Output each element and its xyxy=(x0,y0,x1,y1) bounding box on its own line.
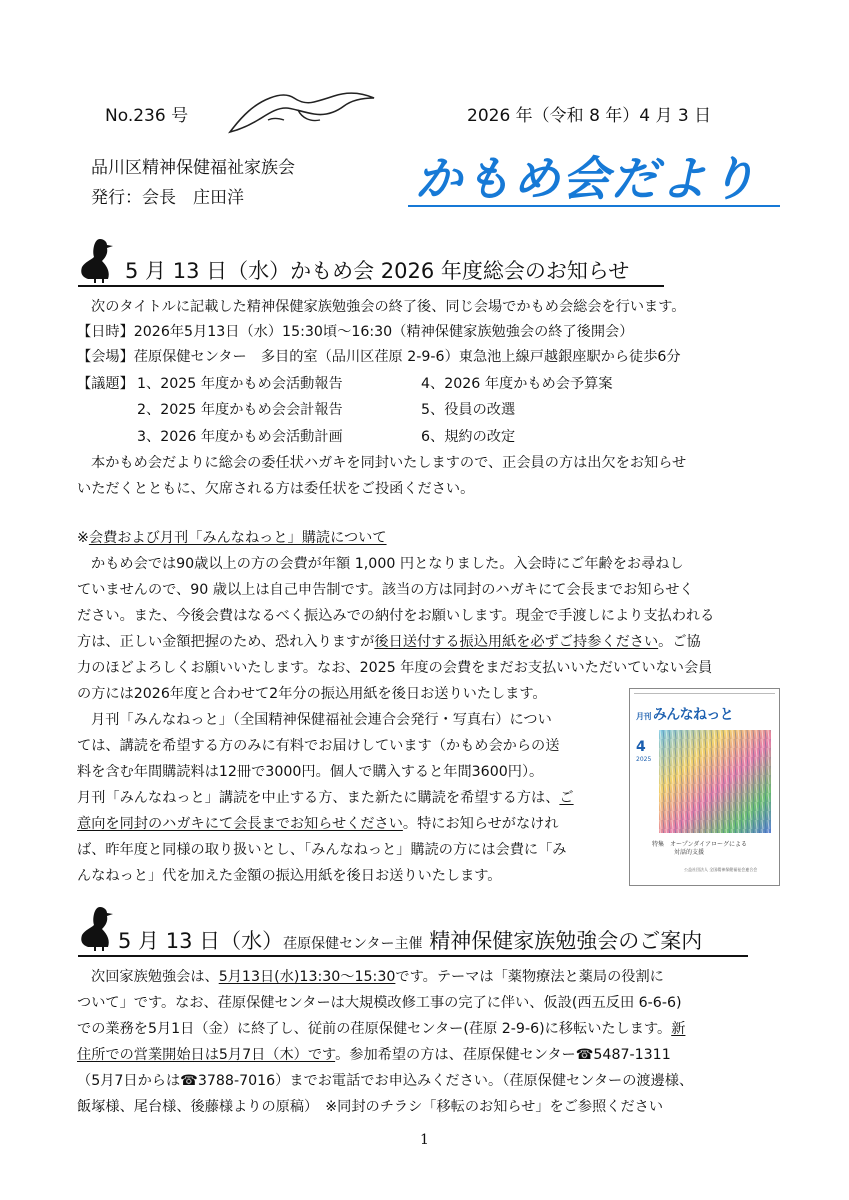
issue-date: 2026 年（令和 8 年）4 月 3 日 xyxy=(467,106,712,126)
bird-silhouette-icon xyxy=(78,237,116,283)
page-number: 1 xyxy=(420,1132,429,1148)
cover-issue-year: 2025 xyxy=(636,756,652,763)
bird-silhouette-icon xyxy=(78,905,116,951)
issue-number: No.236 号 xyxy=(105,106,189,126)
magazine-paragraph: 意向を同封のハガキにて会長までお知らせください。特にお知らせがなけれ xyxy=(77,816,559,832)
meeting-datetime: 【日時】2026年5月13日（水）15:30頃～16:30（精神保健家族勉強会の終了後開会） xyxy=(77,324,634,340)
cover-publisher: 公益社団法人 全国精神保健福祉会連合会 xyxy=(684,867,758,872)
fees-paragraph: かもめ会では90歳以上の方の会費が年額 1,000 円となりました。入会時にご年齢をお尋ねし xyxy=(91,556,684,572)
meeting-intro: 次のタイトルに記載した精神保健家族勉強会の終了後、同じ会場でかもめ会総会を行います。 xyxy=(91,299,686,315)
publisher: 発行：会長 庄田洋 xyxy=(91,188,244,208)
agenda-item: 6、規約の改定 xyxy=(421,429,516,445)
agenda-item: 4、2026 年度かもめ会予算案 xyxy=(421,376,613,392)
fees-paragraph: 方は、正しい金額把握のため、恐れ入りますが後日送付する振込用紙を必ずご持参ください。ご協 xyxy=(77,634,701,650)
study-paragraph: 飯塚様、尾台様、後藤様よりの原稿） ※同封のチラシ「移転のお知らせ」をご参照ください xyxy=(77,1099,664,1115)
magazine-paragraph: 月刊「みんなねっと」講読を中止する方、また新たに購読を希望する方は、ご xyxy=(77,790,574,806)
title-underline xyxy=(408,205,780,207)
cover-rule xyxy=(634,693,775,694)
fees-paragraph: の方には2026年度と合わせて2年分の振込用紙を後日お送りいたします。 xyxy=(77,686,547,702)
fees-heading: ※会費および月刊「みんなねっと」購読について xyxy=(77,530,387,546)
cover-title: 月刊 みんなねっと xyxy=(636,707,734,723)
study-paragraph: （5月7日からは☎3788-7016）までお電話でお申込みください。（荏原保健センターの渡邊様、 xyxy=(77,1073,694,1089)
proxy-note: いただくとともに、欠席される方は委任状をご投函ください。 xyxy=(77,481,475,497)
cover-artwork xyxy=(659,730,771,833)
agenda-label: 【議題】 xyxy=(77,376,134,392)
meeting-venue: 【会場】荏原保健センター 多目的室（品川区荏原 2-9-6）東急池上線戸越銀座駅から徒歩6分 xyxy=(77,349,681,365)
cover-feature: 対話的支援 xyxy=(674,849,705,856)
fees-paragraph: ていませんので、90 歳以上は自己申告制です。該当の方は同封のハガキにて会長までお知らせく xyxy=(77,582,694,598)
cover-issue-month: 4 xyxy=(636,739,646,755)
magazine-cover-image xyxy=(629,688,780,886)
study-paragraph: ついて」です。なお、荏原保健センターは大規模改修工事の完了に伴い、仮設(西五反田 6-6-6) xyxy=(77,995,682,1011)
section-divider xyxy=(78,285,664,287)
magazine-paragraph: ば、昨年度と同様の取り扱いとし、「みんなねっと」購読の方には会費に「み xyxy=(77,842,567,858)
agenda-item: 5、役員の改選 xyxy=(421,402,516,418)
organization-name: 品川区精神保健福祉家族会 xyxy=(91,158,295,178)
newsletter-title: かもめ会だより xyxy=(415,152,758,207)
agenda-item: 2、2025 年度かもめ会会計報告 xyxy=(137,402,343,418)
study-paragraph: での業務を5月1日（金）に終了し、従前の荏原保健センター(荏原 2-9-6)に移転いたします。新 xyxy=(77,1021,686,1037)
section-title-general-meeting: 5 月 13 日（水）かもめ会 2026 年度総会のお知らせ xyxy=(125,259,630,283)
fees-paragraph: ださい。また、今後会費はなるべく振込みでの納付をお願いします。現金で手渡しにより支払われる xyxy=(77,608,715,624)
seagull-icon xyxy=(228,84,378,136)
study-paragraph: 住所での営業開始日は5月7日（木）です。参加希望の方は、荏原保健センター☎5487-1311 xyxy=(77,1047,671,1063)
magazine-paragraph: 料を含む年間購読料は12冊で3000円。個人で購入すると年間3600円）。 xyxy=(77,764,544,780)
agenda-item: 3、2026 年度かもめ会活動計画 xyxy=(137,429,343,445)
fees-paragraph: 力のほどよろしくお願いいたします。なお、2025 年度の会費をまだお支払いいただいていない会員 xyxy=(77,660,713,676)
section-title-study-session: 5 月 13 日（水）荏原保健センター主催 精神保健家族勉強会のご案内 xyxy=(118,929,703,953)
magazine-paragraph: ては、講読を希望する方のみに有料でお届けしています（かもめ会からの送 xyxy=(77,738,560,754)
magazine-paragraph: んなねっと」代を加えた金額の振込用紙を後日お送りいたします。 xyxy=(77,868,502,884)
cover-feature: 特集 オープンダイアローグによる xyxy=(652,841,747,848)
agenda-item: 1、2025 年度かもめ会活動報告 xyxy=(137,376,343,392)
proxy-note: 本かもめ会だよりに総会の委任状ハガキを同封いたしますので、正会員の方は出欠をお知らせ xyxy=(91,455,687,471)
section-divider xyxy=(78,955,748,957)
magazine-paragraph: 月刊「みんなねっと」（全国精神保健福祉会連合会発行・写真右）につい xyxy=(91,712,552,728)
study-paragraph: 次回家族勉強会は、5月13日(水)13:30～15:30です。テーマは「薬物療法と薬局の役割に xyxy=(91,969,664,985)
